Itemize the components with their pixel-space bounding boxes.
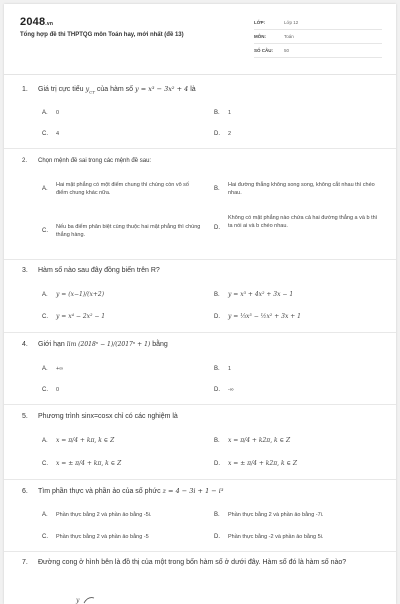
option-text: y = (x−1)/(x+2): [56, 291, 105, 298]
stem-text: Đường cong ở hình bên là đồ thị của một trong bốn hàm số ở dưới đây. Hàm số đó là hàm số nào?: [38, 559, 347, 566]
stem-math: y = x³ − 3x² + 4: [135, 85, 189, 93]
option-text: Phần thực bằng -2 và phần ảo bằng 5i.: [228, 534, 324, 540]
graph-figure: [74, 594, 134, 604]
meta-value: 50: [284, 48, 290, 53]
document-page: [4, 4, 396, 604]
stem-text: Tìm phần thực và phần ảo của số phức: [38, 488, 161, 495]
question-divider: [4, 259, 396, 260]
stem-math: lim (2018ⁿ − 1)/(2017ⁿ + 1): [66, 341, 151, 348]
option-text: 1: [228, 110, 232, 116]
option-text: Hai mặt phẳng có một điểm chung thì chúng còn vô số điểm chung khác nữa.: [56, 182, 189, 196]
option-letter: D.: [214, 225, 220, 231]
option-letter: C.: [42, 534, 48, 540]
site-logo[interactable]: [20, 16, 53, 28]
meta-row-class: [254, 18, 382, 30]
question-stem: [22, 558, 382, 568]
option-letter: A.: [42, 366, 48, 372]
option-text: 4: [56, 131, 60, 137]
header-divider: [4, 74, 396, 75]
stem-text: Giới hạn: [38, 341, 65, 348]
question-divider: [4, 404, 396, 405]
meta-value: Toán: [284, 34, 294, 39]
option-letter: D.: [214, 534, 220, 540]
option-text: 0: [56, 387, 60, 393]
option-letter: C.: [42, 461, 48, 467]
stem-text: của hàm số: [96, 86, 134, 93]
question-stem: [22, 486, 223, 497]
option-letter: C.: [42, 228, 48, 234]
option-letter: D.: [214, 314, 220, 320]
option-text: x = ± π/4 + k2π, k ∈ Z: [228, 460, 298, 467]
option-letter: B.: [214, 438, 220, 444]
meta-label: LỚP:: [254, 20, 266, 25]
option-text: 2: [228, 131, 232, 137]
option-letter: A.: [42, 292, 48, 298]
stem-text: Giá trị cực tiểu: [38, 86, 84, 93]
question-divider: [4, 148, 396, 149]
option-letter: B.: [214, 186, 220, 192]
stem-text: Hàm số nào sau đây đồng biến trên R?: [38, 267, 160, 274]
question-number: 7.: [22, 559, 28, 566]
question-stem: [22, 84, 196, 97]
stem-math-sub: CT: [89, 89, 95, 95]
option-letter: D.: [214, 387, 220, 393]
option-text: y = x⁴ − 2x² − 1: [56, 313, 106, 320]
option-text: y = ⅓x³ − ½x² + 3x + 1: [228, 313, 301, 320]
option-letter: D.: [214, 461, 220, 467]
question-number: 6.: [22, 488, 28, 495]
question-number: 2.: [22, 158, 28, 164]
option-text: Phần thực bằng 2 và phần ảo bằng -7i.: [228, 512, 324, 518]
graph-axis-label: y: [76, 597, 80, 604]
option-text: -∞: [228, 387, 234, 393]
question-stem: [22, 156, 151, 166]
graph-curve: [84, 598, 94, 603]
option-letter: B.: [214, 512, 220, 518]
option-text: Không có mặt phẳng nào chứa cả hai đường thẳng a và b thì ta nói ai và b chéo nhau.: [228, 215, 378, 229]
option-letter: A.: [42, 186, 48, 192]
stem-text: bằng: [152, 341, 168, 348]
meta-row-subject: [254, 32, 382, 44]
option-text: x = π/4 + k2π, k ∈ Z: [228, 437, 291, 444]
option-text: Phần thực bằng 2 và phần ảo bằng -5: [56, 534, 149, 540]
question-stem: [22, 266, 160, 276]
option-text: x = ± π/4 + kπ, k ∈ Z: [56, 460, 122, 467]
meta-label: MÔN:: [254, 34, 266, 39]
page-title: Tổng hợp đề thi THPTQG môn Toán hay, mới nhất (đề 13): [20, 32, 184, 38]
option-text: Nếu ba điểm phân biệt cùng thuộc hai mặt phẳng thì chúng thẳng hàng.: [56, 224, 201, 238]
question-divider: [4, 332, 396, 333]
option-letter: C.: [42, 314, 48, 320]
document-header: [4, 4, 396, 72]
option-letter: A.: [42, 512, 48, 518]
question-stem: [22, 412, 178, 422]
logo-suffix: .vn: [45, 21, 54, 27]
stem-text: Phương trình sinx=cosx chỉ có các nghiệm là: [38, 413, 178, 420]
option-text: y = x³ + 4x² + 3x − 1: [228, 291, 294, 298]
meta-value: Lớp 12: [284, 20, 299, 25]
meta-row-count: [254, 46, 382, 58]
option-letter: C.: [42, 131, 48, 137]
option-text: Phần thực bằng 2 và phần ảo bằng -5i.: [56, 512, 152, 518]
question-divider: [4, 479, 396, 480]
stem-text: là: [190, 86, 196, 93]
option-letter: B.: [214, 110, 220, 116]
question-number: 1.: [22, 86, 28, 93]
stem-math-var: y: [85, 85, 90, 93]
option-letter: D.: [214, 131, 220, 137]
option-letter: B.: [214, 366, 220, 372]
option-text: Hai đường thẳng không song song, không cắt nhau thì chéo nhau.: [228, 182, 375, 196]
logo-main: 2048: [20, 16, 46, 28]
option-text: 1: [228, 366, 232, 372]
stem-text: Chọn mệnh đề sai trong các mệnh đề sau:: [38, 158, 152, 164]
option-letter: A.: [42, 110, 48, 116]
question-number: 3.: [22, 267, 28, 274]
option-letter: A.: [42, 438, 48, 444]
option-text: x = π/4 + kπ, k ∈ Z: [56, 437, 115, 444]
question-number: 4.: [22, 341, 28, 348]
question-divider: [4, 551, 396, 552]
stem-math: z = 4 − 3i + 1 − i³: [162, 487, 224, 495]
question-number: 5.: [22, 413, 28, 420]
meta-label: SỐ CÂU:: [254, 48, 273, 53]
question-stem: [22, 340, 168, 350]
stem-math: [85, 85, 94, 93]
option-text: 0: [56, 110, 60, 116]
option-text: +∞: [56, 366, 64, 372]
option-letter: B.: [214, 292, 220, 298]
option-letter: C.: [42, 387, 48, 393]
